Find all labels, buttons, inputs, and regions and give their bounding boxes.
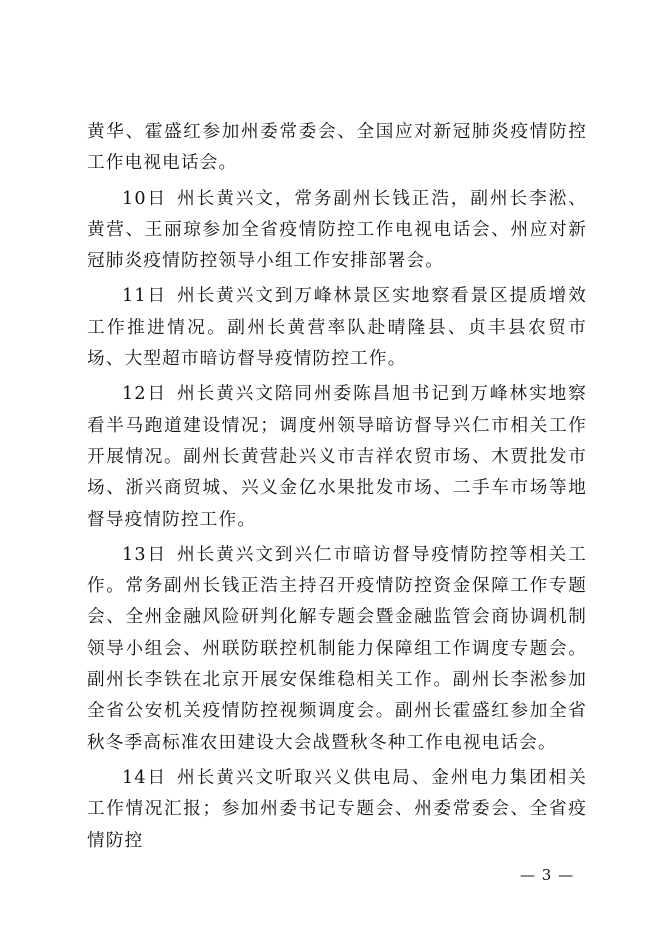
paragraph-day-12 [87,379,587,535]
document-body [87,117,587,861]
day-label: 13日 [122,544,168,565]
paragraph-day-11 [87,281,587,375]
paragraph-day-13 [87,540,587,759]
day-label: 11日 [122,286,168,307]
paragraph-text: 州长黄兴文到兴仁市暗访督导疫情防控等相关工作。常务副州长钱正浩主持召开疫情防控资金保障工作专题会、全州金融风险研判化解专题会暨金融监管会商协调机制领导小组会、州联防联控机制能力保障组工作调度专题会。副州长李铁在北京开展安保维稳相关工作。副州长李淞参加全省公安机关疫情防控视频调度会。副州长霍盛红参加全省秋冬季高标准农田建设大会战暨秋冬种工作电视电话会。 [87,544,587,753]
day-label: 12日 [122,384,168,405]
paragraph-text: 州长黄兴文听取兴义供电局、金州电力集团相关工作情况汇报；参加州委书记专题会、州委常委会、全省疫情防控 [87,767,587,851]
day-label: 10日 [122,188,168,209]
paragraph-text: 黄华、霍盛红参加州委常委会、全国应对新冠肺炎疫情防控工作电视电话会。 [87,122,587,174]
page-number: — 3 — [520,866,575,884]
day-label: 14日 [122,767,168,788]
paragraph-text: 州长黄兴文陪同州委陈昌旭书记到万峰林实地察看半马跑道建设情况；调度州领导暗访督导兴仁市相关工作开展情况。副州长黄营赴兴义市吉祥农贸市场、木贾批发市场、浙兴商贸城、兴义金亿水果批发市场、二手车市场等地督导疫情防控工作。 [87,384,587,530]
paragraph-text: 州长黄兴文，常务副州长钱正浩，副州长李淞、黄营、王丽琼参加全省疫情防控工作电视电话会、州应对新冠肺炎疫情防控领导小组工作安排部署会。 [87,188,587,272]
paragraph-day-10 [87,184,587,278]
paragraph-day-14 [87,763,587,857]
paragraph-text: 州长黄兴文到万峰林景区实地察看景区提质增效工作推进情况。副州长黄营率队赴晴隆县、贞丰县农贸市场、大型超市暗访督导疫情防控工作。 [87,286,587,370]
paragraph-continuation [87,117,587,180]
